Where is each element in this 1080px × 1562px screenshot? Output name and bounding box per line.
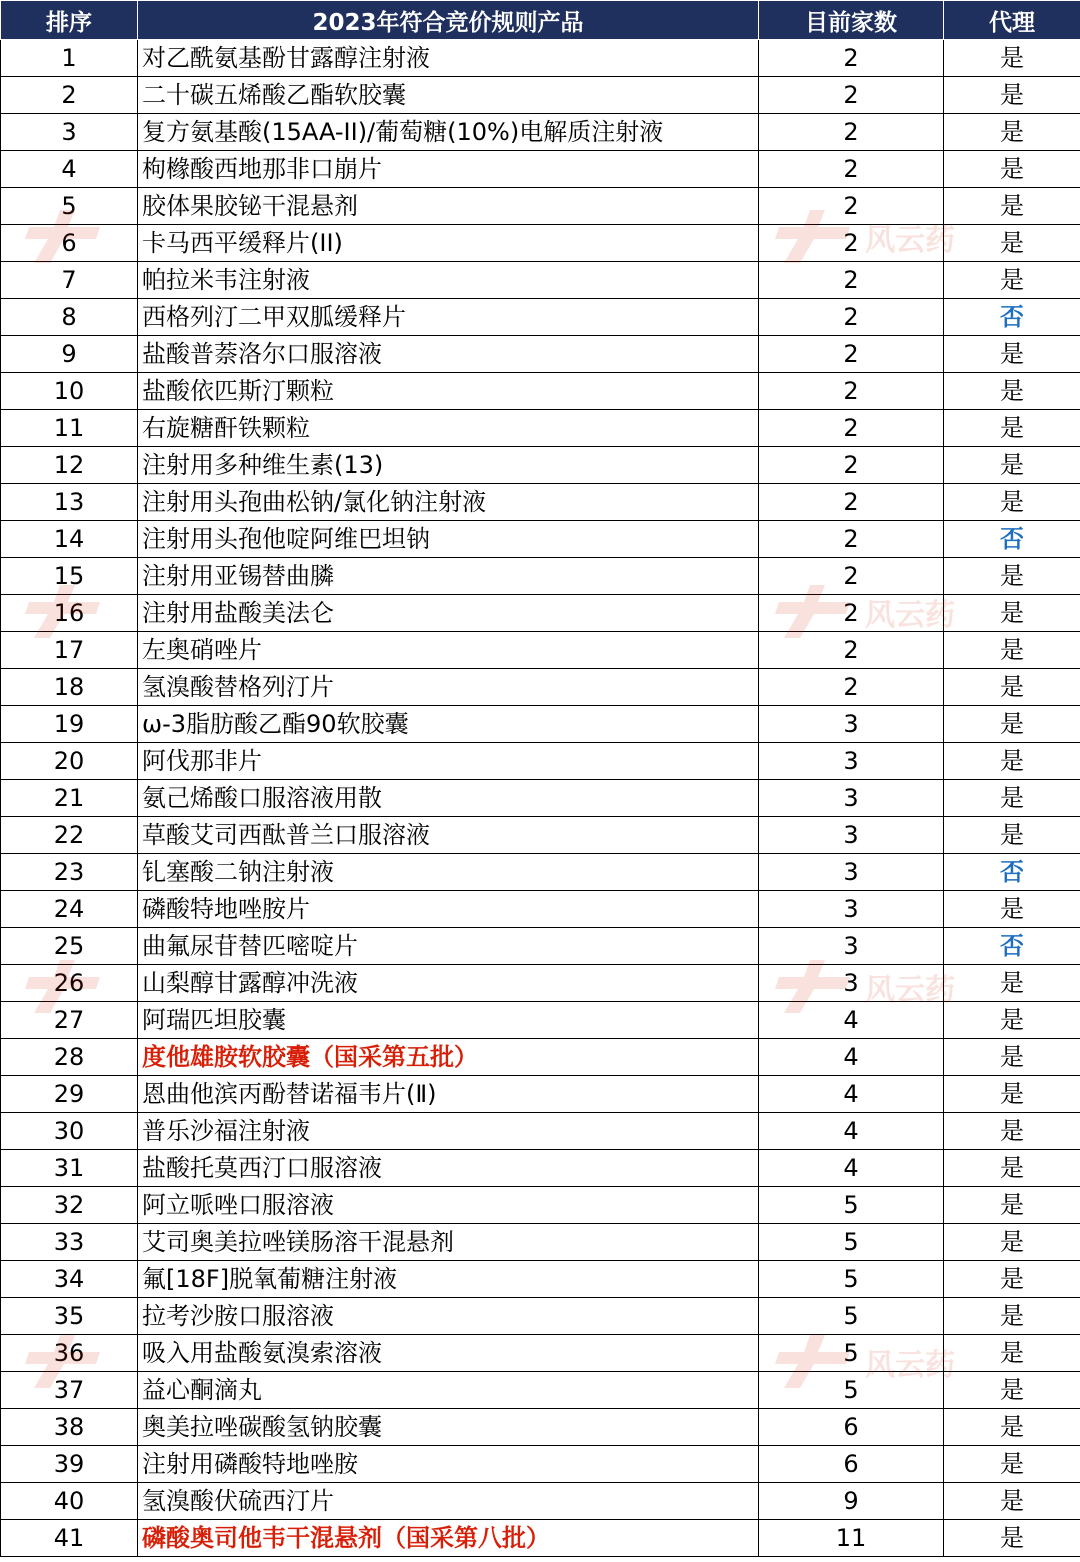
table-row (1, 632, 1080, 669)
agent-status-cell: 是 (944, 743, 1080, 780)
header-count: 目前家数 (759, 1, 944, 40)
product-name-cell: 氢溴酸伏硫西汀片 (138, 1483, 759, 1520)
agent-status-cell: 是 (944, 595, 1080, 632)
product-name-cell: 吸入用盐酸氨溴索溶液 (138, 1335, 759, 1372)
company-count-cell: 4 (759, 1150, 944, 1187)
rank-cell: 9 (1, 336, 138, 373)
table-row (1, 817, 1080, 854)
agent-status-cell: 是 (944, 706, 1080, 743)
agent-status-cell: 是 (944, 1002, 1080, 1039)
watermark-text: 风云药 (865, 598, 955, 633)
product-name-cell: 西格列汀二甲双胍缓释片 (138, 299, 759, 336)
product-name-cell: 磷酸特地唑胺片 (138, 891, 759, 928)
product-name-cell: 左奥硝唑片 (138, 632, 759, 669)
table-row (1, 558, 1080, 595)
table-row (1, 225, 1080, 262)
company-count-cell: 2 (759, 558, 944, 595)
table-row (1, 410, 1080, 447)
rank-cell: 36 (1, 1335, 138, 1372)
company-count-cell: 2 (759, 225, 944, 262)
rank-cell: 29 (1, 1076, 138, 1113)
rank-cell: 24 (1, 891, 138, 928)
company-count-cell: 2 (759, 521, 944, 558)
rank-cell: 22 (1, 817, 138, 854)
rank-cell: 14 (1, 521, 138, 558)
agent-status-cell: 是 (944, 965, 1080, 1002)
company-count-cell: 2 (759, 77, 944, 114)
product-name-cell: 注射用盐酸美法仑 (138, 595, 759, 632)
table-row (1, 1187, 1080, 1224)
agent-status-cell: 是 (944, 1150, 1080, 1187)
agent-status-cell: 是 (944, 780, 1080, 817)
agent-status-cell: 是 (944, 669, 1080, 706)
product-name-cell: 氢溴酸替格列汀片 (138, 669, 759, 706)
product-name-cell: 注射用头孢他啶阿维巴坦钠 (138, 521, 759, 558)
table-row (1, 373, 1080, 410)
agent-status-cell: 是 (944, 410, 1080, 447)
product-name-cell: 复方氨基酸(15AA-II)/葡萄糖(10%)电解质注射液 (138, 114, 759, 151)
product-name-cell: 二十碳五烯酸乙酯软胶囊 (138, 77, 759, 114)
product-name-cell: 恩曲他滨丙酚替诺福韦片(Ⅱ) (138, 1076, 759, 1113)
agent-status-cell: 是 (944, 558, 1080, 595)
rank-cell: 28 (1, 1039, 138, 1076)
table-row (1, 780, 1080, 817)
company-count-cell: 5 (759, 1298, 944, 1335)
rank-cell: 16 (1, 595, 138, 632)
rank-cell: 38 (1, 1409, 138, 1446)
table-row (1, 669, 1080, 706)
table-row (1, 1409, 1080, 1446)
company-count-cell: 5 (759, 1187, 944, 1224)
table-row (1, 484, 1080, 521)
table-row (1, 1076, 1080, 1113)
table-row (1, 1224, 1080, 1261)
rank-cell: 33 (1, 1224, 138, 1261)
company-count-cell: 2 (759, 484, 944, 521)
header-agent: 代理 (944, 1, 1080, 40)
product-name-cell: 拉考沙胺口服溶液 (138, 1298, 759, 1335)
company-count-cell: 2 (759, 447, 944, 484)
product-name-cell: 对乙酰氨基酚甘露醇注射液 (138, 40, 759, 77)
rank-cell: 20 (1, 743, 138, 780)
agent-status-cell: 是 (944, 1298, 1080, 1335)
rank-cell: 17 (1, 632, 138, 669)
agent-status-cell: 是 (944, 484, 1080, 521)
table-row (1, 965, 1080, 1002)
product-name-cell: 阿瑞匹坦胶囊 (138, 1002, 759, 1039)
rank-cell: 31 (1, 1150, 138, 1187)
agent-status-cell: 否 (944, 928, 1080, 965)
product-name-cell: 阿伐那非片 (138, 743, 759, 780)
agent-status-cell: 是 (944, 1113, 1080, 1150)
product-name-cell: 注射用亚锡替曲膦 (138, 558, 759, 595)
rank-cell: 12 (1, 447, 138, 484)
agent-status-cell: 是 (944, 114, 1080, 151)
rank-cell: 1 (1, 40, 138, 77)
table-row (1, 743, 1080, 780)
product-name-cell: 卡马西平缓释片(II) (138, 225, 759, 262)
product-name-cell: 注射用头孢曲松钠/氯化钠注射液 (138, 484, 759, 521)
table-row (1, 1002, 1080, 1039)
table-row (1, 447, 1080, 484)
product-name-cell: 度他雄胺软胶囊（国采第五批） (138, 1039, 759, 1076)
agent-status-cell: 是 (944, 1224, 1080, 1261)
rank-cell: 4 (1, 151, 138, 188)
product-name-cell: 盐酸依匹斯汀颗粒 (138, 373, 759, 410)
agent-status-cell: 是 (944, 1261, 1080, 1298)
rank-cell: 26 (1, 965, 138, 1002)
rank-cell: 11 (1, 410, 138, 447)
rank-cell: 23 (1, 854, 138, 891)
agent-status-cell: 是 (944, 151, 1080, 188)
rank-cell: 40 (1, 1483, 138, 1520)
agent-status-cell: 是 (944, 262, 1080, 299)
product-name-cell: 磷酸奥司他韦干混悬剂（国采第八批） (138, 1520, 759, 1557)
rank-cell: 13 (1, 484, 138, 521)
rank-cell: 3 (1, 114, 138, 151)
company-count-cell: 5 (759, 1335, 944, 1372)
company-count-cell: 2 (759, 151, 944, 188)
table-row (1, 1298, 1080, 1335)
company-count-cell: 2 (759, 114, 944, 151)
agent-status-cell: 是 (944, 1446, 1080, 1483)
company-count-cell: 3 (759, 780, 944, 817)
agent-status-cell: 是 (944, 817, 1080, 854)
agent-status-cell: 是 (944, 632, 1080, 669)
company-count-cell: 3 (759, 854, 944, 891)
agent-status-cell: 是 (944, 891, 1080, 928)
product-name-cell: 阿立哌唑口服溶液 (138, 1187, 759, 1224)
rank-cell: 2 (1, 77, 138, 114)
product-name-cell: 钆塞酸二钠注射液 (138, 854, 759, 891)
product-name-cell: 草酸艾司西酞普兰口服溶液 (138, 817, 759, 854)
rank-cell: 35 (1, 1298, 138, 1335)
product-name-cell: 注射用磷酸特地唑胺 (138, 1446, 759, 1483)
company-count-cell: 2 (759, 595, 944, 632)
product-name-cell: 奥美拉唑碳酸氢钠胶囊 (138, 1409, 759, 1446)
rank-cell: 30 (1, 1113, 138, 1150)
agent-status-cell: 是 (944, 188, 1080, 225)
agent-status-cell: 是 (944, 40, 1080, 77)
table-header-row (1, 1, 1080, 40)
table-row (1, 262, 1080, 299)
agent-status-cell: 是 (944, 1520, 1080, 1557)
company-count-cell: 4 (759, 1076, 944, 1113)
company-count-cell: 3 (759, 965, 944, 1002)
agent-status-cell: 是 (944, 1335, 1080, 1372)
table-row (1, 1335, 1080, 1372)
watermark-text: 风云药 (865, 223, 955, 258)
product-name-cell: ω-3脂肪酸乙酯90软胶囊 (138, 706, 759, 743)
rank-cell: 7 (1, 262, 138, 299)
rank-cell: 37 (1, 1372, 138, 1409)
rank-cell: 39 (1, 1446, 138, 1483)
product-name-cell: 盐酸普萘洛尔口服溶液 (138, 336, 759, 373)
table-row (1, 1372, 1080, 1409)
agent-status-cell: 否 (944, 854, 1080, 891)
agent-status-cell: 是 (944, 1483, 1080, 1520)
rank-cell: 19 (1, 706, 138, 743)
rank-cell: 25 (1, 928, 138, 965)
table-row (1, 1150, 1080, 1187)
company-count-cell: 3 (759, 928, 944, 965)
rank-cell: 8 (1, 299, 138, 336)
product-name-cell: 右旋糖酐铁颗粒 (138, 410, 759, 447)
company-count-cell: 4 (759, 1113, 944, 1150)
rank-cell: 41 (1, 1520, 138, 1557)
agent-status-cell: 是 (944, 373, 1080, 410)
product-name-cell: 山梨醇甘露醇冲洗液 (138, 965, 759, 1002)
company-count-cell: 2 (759, 299, 944, 336)
product-name-cell: 普乐沙福注射液 (138, 1113, 759, 1150)
table-row (1, 40, 1080, 77)
agent-status-cell: 是 (944, 1039, 1080, 1076)
rank-cell: 10 (1, 373, 138, 410)
agent-status-cell: 是 (944, 447, 1080, 484)
table-row (1, 188, 1080, 225)
company-count-cell: 3 (759, 817, 944, 854)
company-count-cell: 3 (759, 891, 944, 928)
watermark-text: 风云药 (865, 1348, 955, 1383)
watermark-text: 风云药 (865, 973, 955, 1008)
table-row (1, 1039, 1080, 1076)
company-count-cell: 6 (759, 1446, 944, 1483)
product-name-cell: 帕拉米韦注射液 (138, 262, 759, 299)
company-count-cell: 2 (759, 669, 944, 706)
table-row (1, 1520, 1080, 1557)
table-row (1, 114, 1080, 151)
agent-status-cell: 是 (944, 1187, 1080, 1224)
company-count-cell: 5 (759, 1261, 944, 1298)
agent-status-cell: 否 (944, 521, 1080, 558)
rank-cell: 21 (1, 780, 138, 817)
company-count-cell: 2 (759, 410, 944, 447)
table-row (1, 891, 1080, 928)
rank-cell: 5 (1, 188, 138, 225)
table-body (1, 40, 1080, 1557)
table-row (1, 336, 1080, 373)
company-count-cell: 2 (759, 262, 944, 299)
agent-status-cell: 是 (944, 1076, 1080, 1113)
product-name-cell: 注射用多种维生素(13) (138, 447, 759, 484)
company-count-cell: 3 (759, 743, 944, 780)
product-name-cell: 胶体果胶铋干混悬剂 (138, 188, 759, 225)
rank-cell: 15 (1, 558, 138, 595)
company-count-cell: 6 (759, 1409, 944, 1446)
rank-cell: 27 (1, 1002, 138, 1039)
company-count-cell: 11 (759, 1520, 944, 1557)
rank-cell: 18 (1, 669, 138, 706)
product-name-cell: 氟[18F]脱氧葡糖注射液 (138, 1261, 759, 1298)
table-row (1, 1113, 1080, 1150)
agent-status-cell: 是 (944, 1409, 1080, 1446)
agent-status-cell: 是 (944, 225, 1080, 262)
table-row (1, 299, 1080, 336)
product-name-cell: 艾司奥美拉唑镁肠溶干混悬剂 (138, 1224, 759, 1261)
rank-cell: 6 (1, 225, 138, 262)
product-name-cell: 盐酸托莫西汀口服溶液 (138, 1150, 759, 1187)
company-count-cell: 2 (759, 632, 944, 669)
company-count-cell: 4 (759, 1002, 944, 1039)
header-rank: 排序 (1, 1, 138, 40)
table-row (1, 1483, 1080, 1520)
company-count-cell: 5 (759, 1372, 944, 1409)
agent-status-cell: 否 (944, 299, 1080, 336)
product-name-cell: 益心酮滴丸 (138, 1372, 759, 1409)
agent-status-cell: 是 (944, 336, 1080, 373)
company-count-cell: 2 (759, 40, 944, 77)
company-count-cell: 2 (759, 336, 944, 373)
product-name-cell: 枸橼酸西地那非口崩片 (138, 151, 759, 188)
product-name-cell: 氨己烯酸口服溶液用散 (138, 780, 759, 817)
company-count-cell: 4 (759, 1039, 944, 1076)
table-row (1, 928, 1080, 965)
header-product: 2023年符合竞价规则产品 (138, 1, 759, 40)
rank-cell: 32 (1, 1187, 138, 1224)
company-count-cell: 2 (759, 373, 944, 410)
table-row (1, 521, 1080, 558)
table-row (1, 151, 1080, 188)
rank-cell: 34 (1, 1261, 138, 1298)
company-count-cell: 2 (759, 188, 944, 225)
table-row (1, 706, 1080, 743)
company-count-cell: 3 (759, 706, 944, 743)
table-row (1, 1261, 1080, 1298)
agent-status-cell: 是 (944, 77, 1080, 114)
table-row (1, 595, 1080, 632)
company-count-cell: 5 (759, 1224, 944, 1261)
table-row (1, 77, 1080, 114)
table-row (1, 854, 1080, 891)
product-name-cell: 曲氟尿苷替匹嘧啶片 (138, 928, 759, 965)
agent-status-cell: 是 (944, 1372, 1080, 1409)
table-row (1, 1446, 1080, 1483)
company-count-cell: 9 (759, 1483, 944, 1520)
